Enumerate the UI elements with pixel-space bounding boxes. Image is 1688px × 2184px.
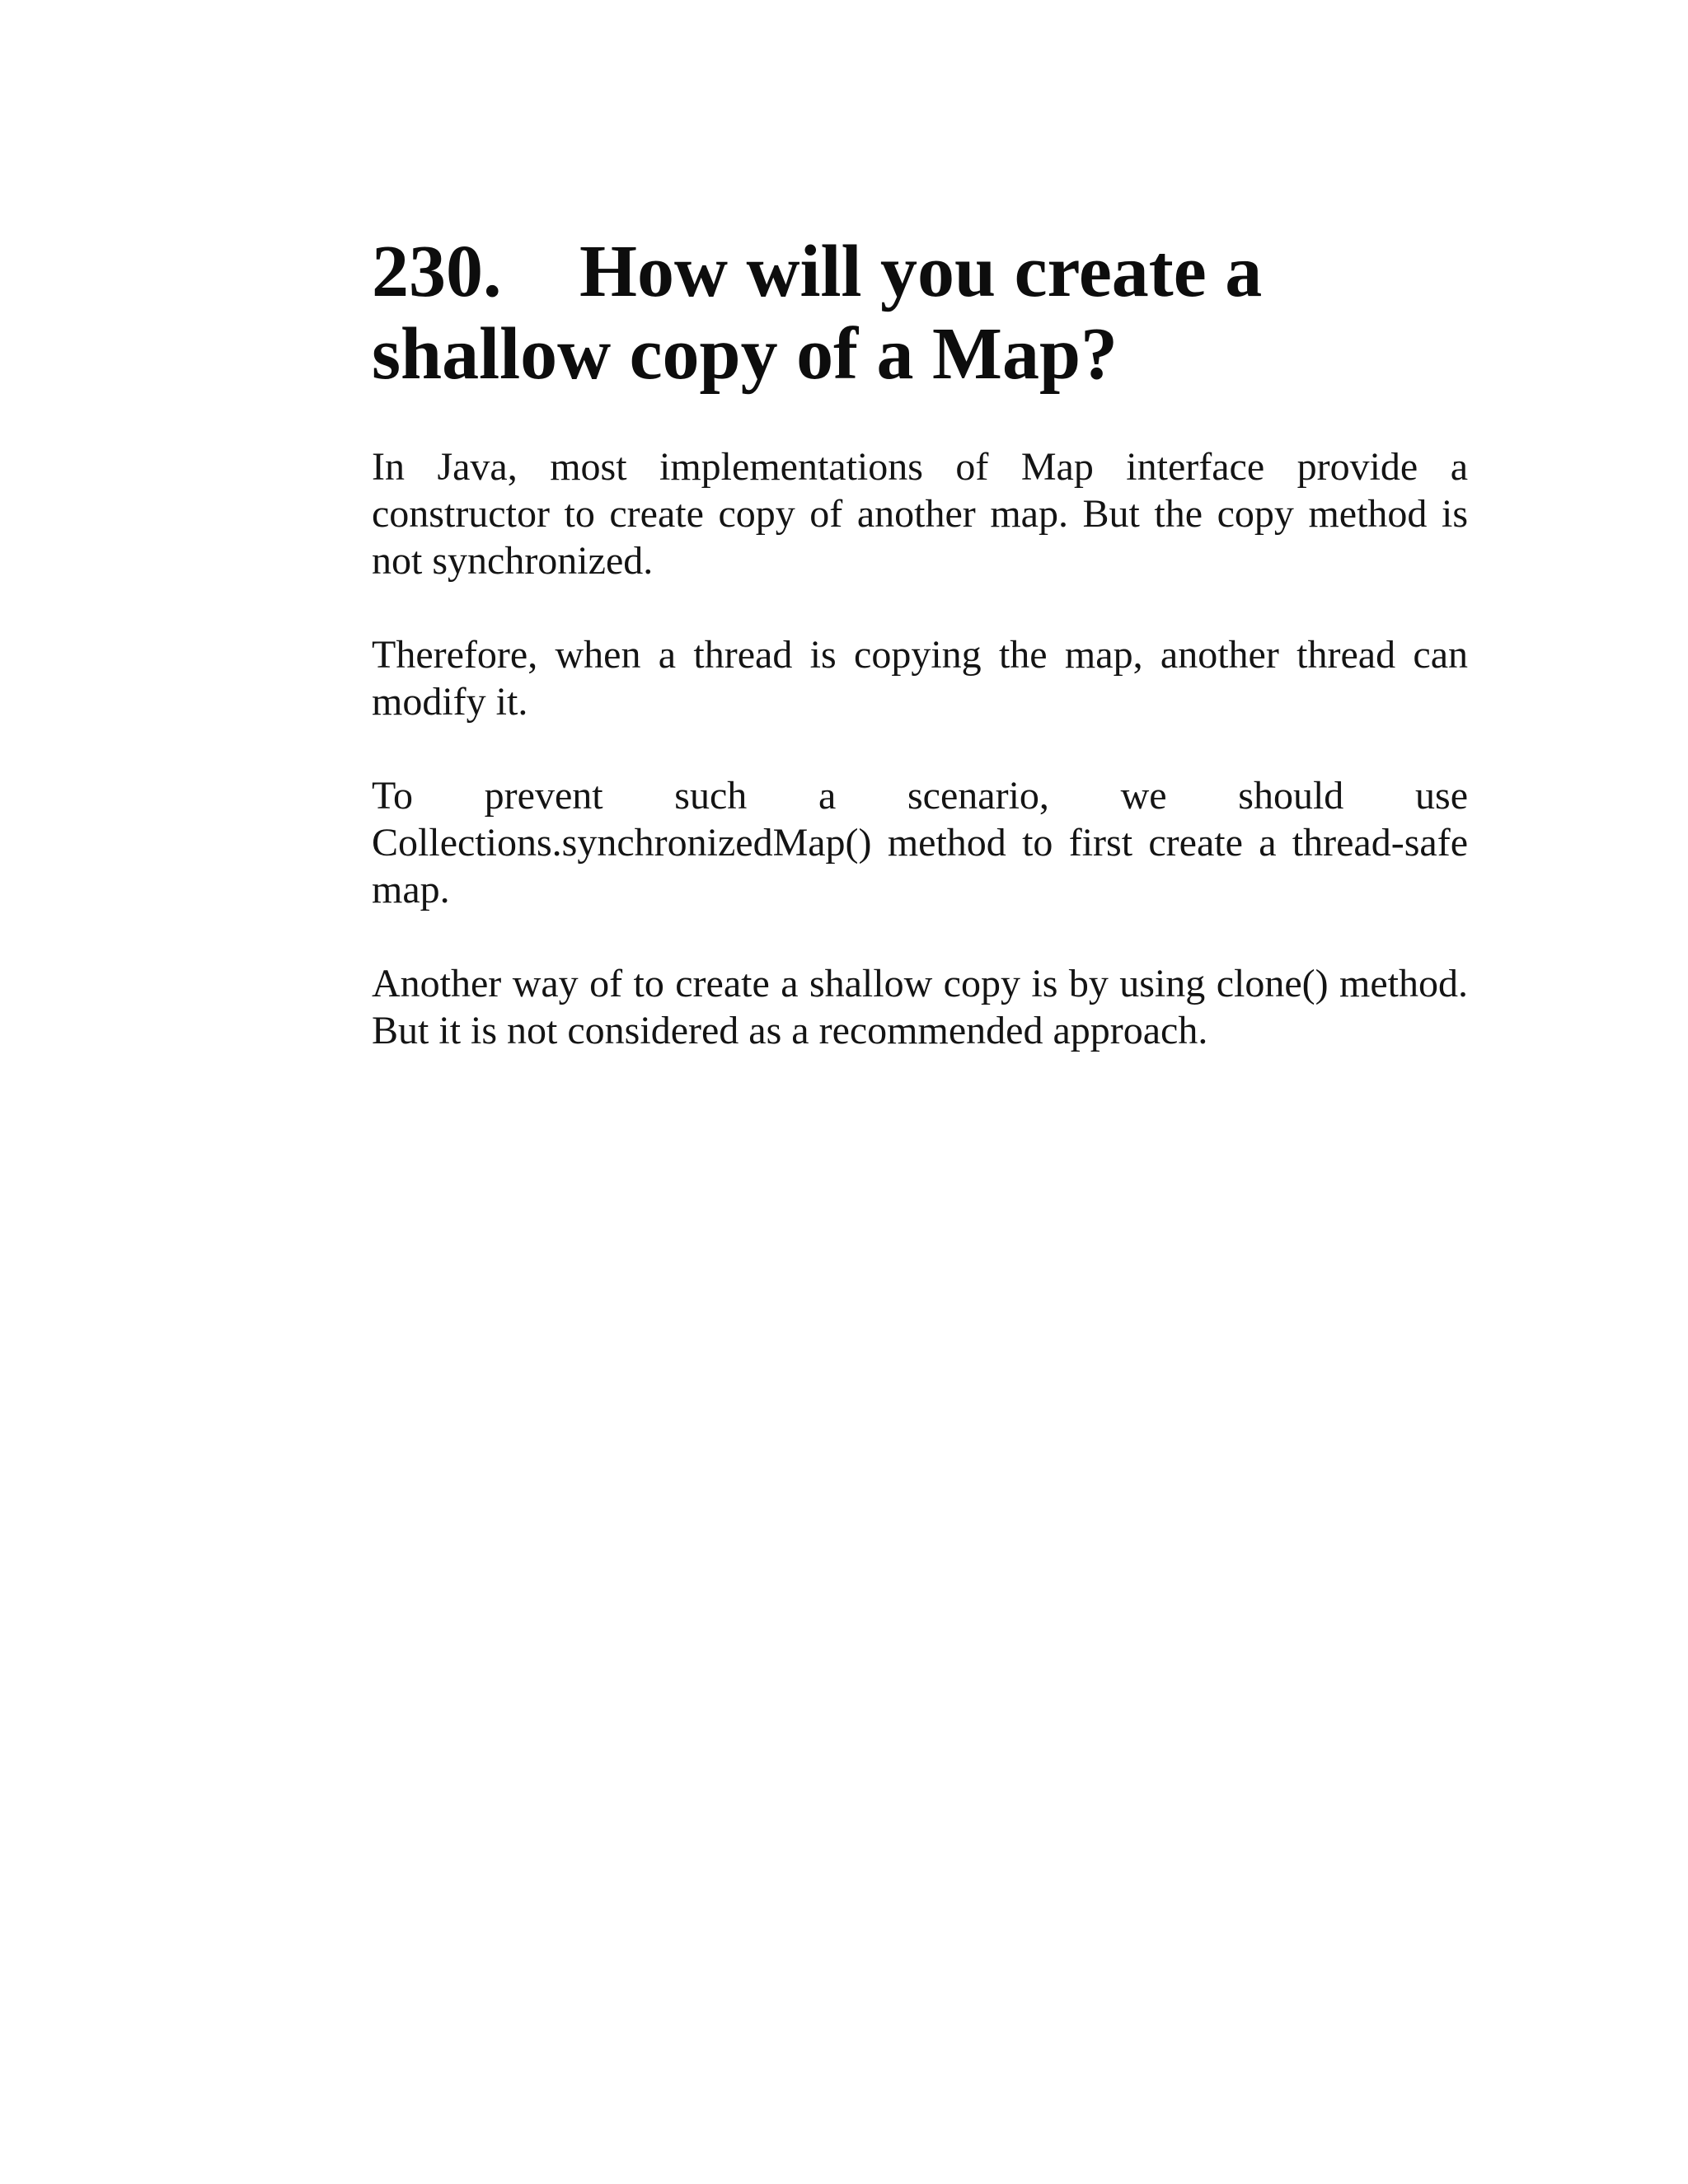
paragraph-2: Therefore, when a thread is copying the map, another thread can modify it. xyxy=(372,633,1468,724)
section-title: How will you create a shallow copy of a Map? xyxy=(372,231,1263,395)
section-number: 230. xyxy=(372,231,502,312)
page-content xyxy=(372,231,1468,1054)
paragraph-3: To prevent such a scenario, we should use Collections.synchronizedMap() method to first create a thread-safe map. xyxy=(372,774,1468,912)
section-heading xyxy=(372,231,1468,396)
paragraph-4: Another way of to create a shallow copy is by using clone() method. But it is not considered as a recommended approach. xyxy=(372,962,1468,1052)
paragraph-1: In Java, most implementations of Map interface provide a constructor to create copy of another map. But the copy method is not synchronized. xyxy=(372,445,1468,583)
